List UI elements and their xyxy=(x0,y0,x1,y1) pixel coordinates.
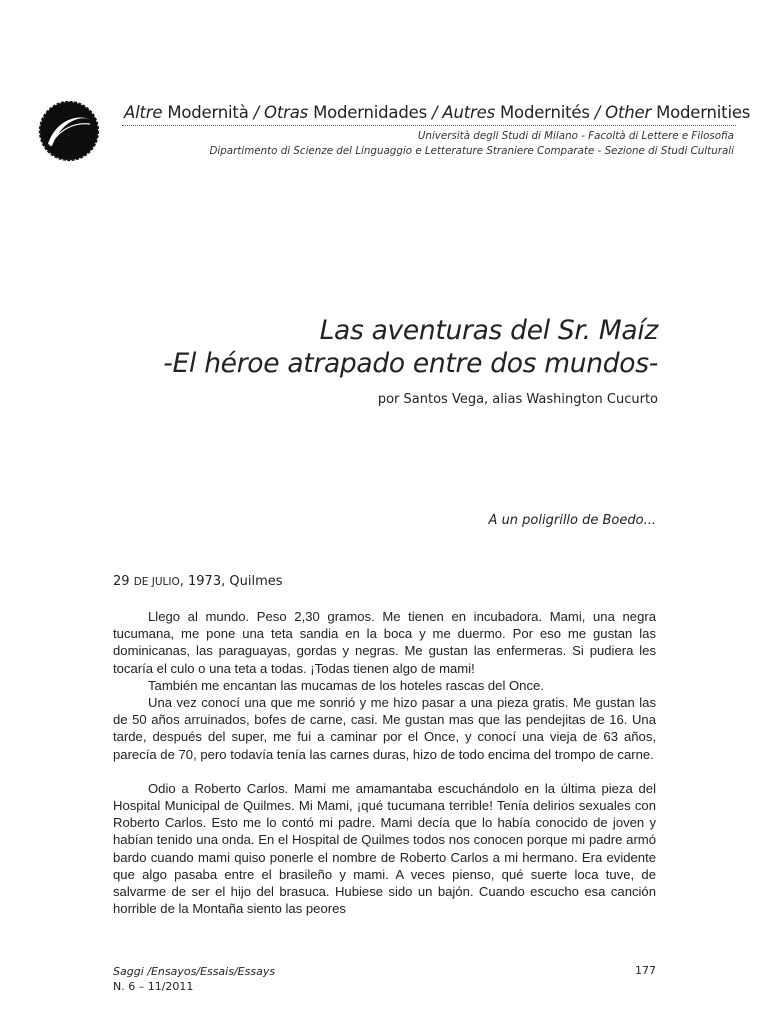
journal-title-part-bold: Modernidades xyxy=(313,103,427,122)
dateline-day: 29 xyxy=(113,574,134,589)
journal-title-part: / Autres xyxy=(426,103,501,122)
header-divider xyxy=(122,125,736,126)
page-number: 177 xyxy=(635,964,656,977)
article-title-line: Las aventuras del Sr. Maíz xyxy=(319,315,658,346)
byline: por Santos Vega, alias Washington Cucurto xyxy=(377,392,658,407)
footer-issue: N. 6 – 11/2011 xyxy=(113,980,194,993)
journal-title xyxy=(124,103,751,122)
dateline xyxy=(113,574,283,589)
footer-series: Saggi /Ensayos/Essais/Essays xyxy=(113,965,276,978)
epigraph: A un poligrillo de Boedo... xyxy=(488,513,656,528)
journal-title-part: / Other xyxy=(589,103,657,122)
dateline-year: , 1973, xyxy=(179,574,230,589)
body-paragraph: Una vez conocí una que me sonrió y me hizo pasar a una pieza gratis. Me gustan las de 50 años arruinados, bofes de carne, casi. Me gustan mas que las pendejitas de 16. Una tarde, después del super, me fui a caminar por el Once, y conocí una vieja de 63 años, parecía de 70, pero todavía tenía las carnes duras, hizo de todo encima del trompo de carne. xyxy=(113,695,656,762)
journal-title-part-bold: Modernités xyxy=(500,103,590,122)
dateline-place: Quilmes xyxy=(229,574,283,589)
journal-title-part: / Otras xyxy=(248,103,314,122)
department-line: Dipartimento di Scienze del Linguaggio e Letterature Straniere Comparate - Sezione di Studi Culturali xyxy=(209,145,734,157)
university-line: Università degli Studi di Milano - Facoltà di Lettere e Filosofia xyxy=(417,130,734,142)
body-paragraph: Llego al mundo. Peso 2,30 gramos. Me tienen en incubadora. Mami, una negra tucumana, me pone una teta sandia en la boca y me duermo. Por eso me gustan las dominicanas, las paraguayas, gordas y negras. Me gustan las enfermeras. Si pudiera les tocaría el culo o una teta a todas. ¡Todas tienen algo de mami! xyxy=(113,609,656,676)
journal-title-part: Altre xyxy=(124,103,168,122)
journal-logo xyxy=(38,100,100,162)
article-subtitle-line: -El héroe atrapado entre dos mundos- xyxy=(163,348,658,379)
body-paragraph: También me encantan las mucamas de los hoteles rascas del Once. xyxy=(148,677,544,693)
body-paragraph: Odio a Roberto Carlos. Mami me amamantaba escuchándolo en la última pieza del Hospital Municipal de Quilmes. Mi Mami, ¡qué tucumana terrible! Tenía delirios sexuales con Roberto Carlos. Esto me lo contó mi padre. Mami decía que lo había conocido de joven y habían tenido una onda. En el Hospital de Quilmes todos nos conocen porque mi padre armó bardo cuando mami quiso ponerle el nombre de Roberto Carlos a mi hermano. Era evidente que algo pasaba entre el brasileño y mami. A veces pienso, qué suerte loca tuve, de salvarme de ser el hijo del brasuca. Hubiese sido un bajón. Cuando escucho esa canción horrible de la Montaña siento las peores xyxy=(113,780,656,917)
dateline-month: DE JULIO xyxy=(133,576,180,588)
footer-info xyxy=(113,964,275,994)
article-body xyxy=(113,608,656,917)
article-title xyxy=(163,314,658,380)
journal-title-part-bold: Modernità xyxy=(167,103,249,122)
journal-title-part-bold: Modernities xyxy=(656,103,751,122)
